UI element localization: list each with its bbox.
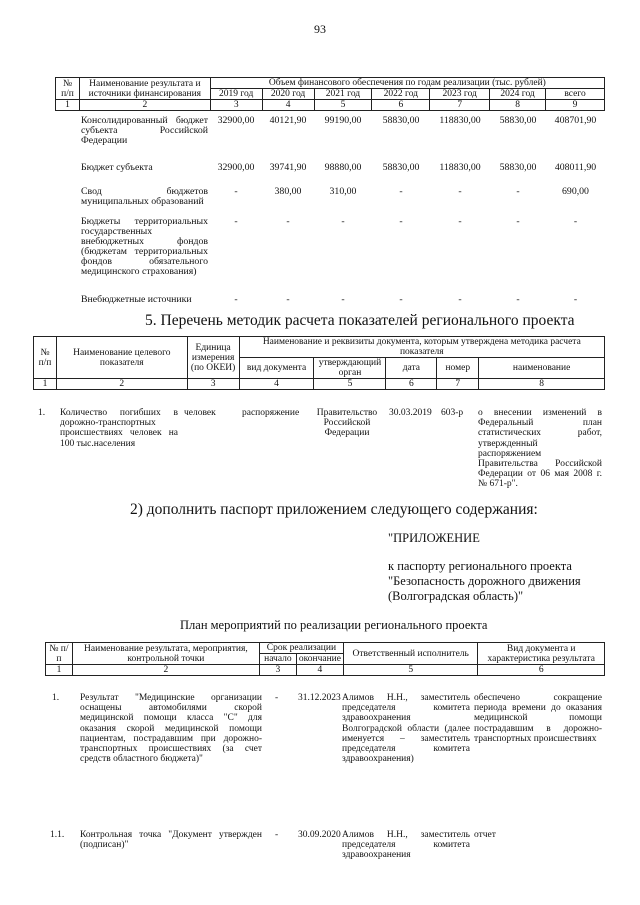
col-name-header: Наименование результата и источники финансирования — [79, 78, 210, 100]
fin-value: 98880,00 — [324, 162, 362, 173]
m-col-date: дата — [386, 358, 437, 379]
financing-table-body — [55, 116, 605, 309]
fin-value: 408011,90 — [554, 162, 597, 173]
appendix-to: к паспорту регионального проекта "Безопасность дорожного движения (Волгоградская область)" — [388, 559, 581, 603]
p-row-name: Контрольная точка "Документ утвержден (подписан)" — [80, 830, 262, 851]
appendix-label: "ПРИЛОЖЕНИЕ — [388, 531, 480, 545]
index-cell: 6 — [386, 379, 437, 390]
fin-value: - — [516, 294, 520, 305]
p-row-end: 31.12.2023 — [298, 693, 341, 703]
p-col-num: № п/п — [46, 643, 73, 665]
fin-value: 690,00 — [562, 186, 589, 197]
col-num-header: № п/п — [56, 78, 80, 100]
m-row-doctype: распоряжение — [242, 408, 300, 418]
p-row-doc: обеспечено сокращение периода времени до оказания медицинской помощи пострадавшим в дорожно-транспортных происшествиях — [474, 693, 602, 744]
fin-value: 58830,00 — [499, 115, 537, 126]
p-row-num: 1.1. — [50, 830, 65, 840]
fin-value: 118830,00 — [439, 162, 481, 173]
plan-table-header — [45, 642, 605, 676]
fin-value: - — [399, 294, 403, 305]
fin-value: - — [234, 186, 238, 197]
fin-value: 58830,00 — [499, 162, 537, 173]
p-row-name: Результат "Медицинские организации оснащены автомобилями скорой медицинской помощи класса "С" для оказания скорой медицинской помощи пациентам, пострадавшим при дорожно-транспортных происшествиях (за счет средств областного бюджета)" — [80, 693, 262, 765]
section-5-title: 5. Перечень методик расчета показателей регионального проекта — [145, 312, 575, 329]
index-cell: 8 — [479, 379, 605, 390]
p-col-start: начало — [259, 654, 296, 665]
index-cell: 5 — [314, 100, 372, 111]
fin-value: - — [399, 216, 403, 227]
p-row-exec: Алимов Н.Н., заместитель председателя комитета здравоохранения Волгоградской области (далее именуется – заместитель председателя комитета здравоохранения) — [342, 693, 470, 765]
index-cell: 3 — [259, 665, 296, 676]
p-row-num: 1. — [52, 693, 60, 703]
index-cell: 5 — [314, 379, 386, 390]
m-row-unit: человек — [184, 408, 216, 418]
p-row-exec: Алимов Н.Н., заместитель председателя комитета здравоохранения — [342, 830, 470, 861]
year-header: 2019 год — [210, 89, 262, 100]
plan-title: План мероприятий по реализации регионального проекта — [180, 618, 488, 632]
fin-value: 32900,00 — [217, 115, 255, 126]
fin-row-name: Бюджеты территориальных государственных внебюджетных фондов (бюджетам территориальных фондов обязательного медицинского страхования) — [81, 216, 208, 277]
m-row-organ: Правительство Российской Федерации — [316, 408, 378, 439]
p-row-start: - — [275, 693, 279, 703]
m-col-num: № п/п — [34, 337, 57, 379]
index-cell: 3 — [210, 100, 262, 111]
fin-value: 58830,00 — [382, 162, 420, 173]
index-cell: 2 — [72, 665, 259, 676]
fin-value: - — [516, 216, 520, 227]
index-cell: 5 — [343, 665, 477, 676]
fin-row-name: Бюджет субъекта — [81, 162, 153, 173]
year-header: 2024 год — [490, 89, 546, 100]
fin-value: 408701,90 — [554, 115, 597, 126]
index-cell: 8 — [490, 100, 546, 111]
fin-value: - — [341, 216, 345, 227]
methods-table-header — [33, 336, 605, 390]
fin-value: - — [573, 294, 578, 305]
fin-row-name: Консолидированный бюджет субъекта Российской Федерации — [81, 115, 208, 146]
fin-row-name: Внебюджетные источники — [81, 294, 192, 305]
m-col-group: Наименование и реквизиты документа, которым утверждена методика расчета показателя — [239, 337, 604, 358]
index-cell: 1 — [46, 665, 73, 676]
fin-value: - — [341, 294, 345, 305]
fin-value: 58830,00 — [382, 115, 420, 126]
year-header: 2022 год — [372, 89, 430, 100]
index-cell: 2 — [79, 100, 210, 111]
index-cell: 1 — [34, 379, 57, 390]
index-cell: 9 — [546, 100, 605, 111]
index-cell: 4 — [239, 379, 314, 390]
fin-value: 32900,00 — [217, 162, 255, 173]
index-cell: 4 — [296, 665, 343, 676]
index-cell: 1 — [56, 100, 80, 111]
m-row-name: Количество погибших в дорожно-транспортных происшествиях человек на 100 тыс.населения — [60, 408, 178, 449]
p-col-exec: Ответственный исполнитель — [343, 643, 477, 665]
fin-value: - — [234, 294, 238, 305]
fin-value: - — [286, 216, 290, 227]
financing-table-header — [55, 77, 605, 111]
year-header: 2021 год — [314, 89, 372, 100]
fin-value: 40121,90 — [269, 115, 307, 126]
m-col-name: Наименование целевого показателя — [56, 337, 187, 379]
m-col-unit: Единица измерения (по ОКЕИ) — [187, 337, 239, 379]
fin-value: 118830,00 — [439, 115, 481, 126]
fin-value: 99190,00 — [324, 115, 362, 126]
fin-value: - — [458, 186, 462, 197]
fin-value: 39741,90 — [269, 162, 307, 173]
m-col-number: номер — [437, 358, 479, 379]
m-col-organ: утверждающий орган — [314, 358, 386, 379]
fin-value: - — [516, 186, 520, 197]
index-cell: 2 — [56, 379, 187, 390]
year-header: 2020 год — [262, 89, 314, 100]
page-number: 93 — [314, 22, 326, 36]
p-row-start: - — [275, 830, 279, 840]
col-group-header: Объем финансового обеспечения по годам реализации (тыс. рублей) — [210, 78, 604, 89]
fin-value: - — [573, 216, 578, 227]
p-col-term: Срок реализации — [259, 643, 343, 654]
fin-value: - — [458, 216, 462, 227]
item-2-text: 2) дополнить паспорт приложением следующего содержания: — [130, 501, 538, 518]
index-cell: 4 — [262, 100, 314, 111]
index-cell: 3 — [187, 379, 239, 390]
fin-value: - — [458, 294, 462, 305]
fin-value: - — [234, 216, 238, 227]
index-cell: 6 — [478, 665, 605, 676]
m-col-doctype: вид документа — [239, 358, 314, 379]
index-cell: 6 — [372, 100, 430, 111]
p-row-end: 30.09.2020 — [298, 830, 341, 840]
total-header: всего — [546, 89, 605, 100]
fin-value: 380,00 — [274, 186, 302, 197]
fin-row-name: Свод бюджетов муниципальных образований — [81, 186, 208, 207]
year-header: 2023 год — [430, 89, 490, 100]
p-row-doc: отчет — [474, 830, 496, 840]
p-col-name: Наименование результата, мероприятия, контрольной точки — [72, 643, 259, 665]
m-row-title: о внесении изменений в Федеральный план статистических работ, утвержденный распоряжением Правительства Российской Федерации от 06 мая 2008 г. № 671-р". — [478, 408, 602, 490]
m-row-number: 603-р — [441, 408, 464, 418]
index-cell: 7 — [430, 100, 490, 111]
m-col-title: наименование — [479, 358, 605, 379]
fin-value: - — [286, 294, 290, 305]
m-row-date: 30.03.2019 — [389, 408, 432, 418]
fin-value: 310,00 — [329, 186, 357, 197]
p-col-end: окончание — [296, 654, 343, 665]
p-col-doc: Вид документа и характеристика результата — [478, 643, 605, 665]
index-cell: 7 — [437, 379, 479, 390]
fin-value: - — [399, 186, 403, 197]
m-row-num: 1. — [38, 408, 46, 418]
